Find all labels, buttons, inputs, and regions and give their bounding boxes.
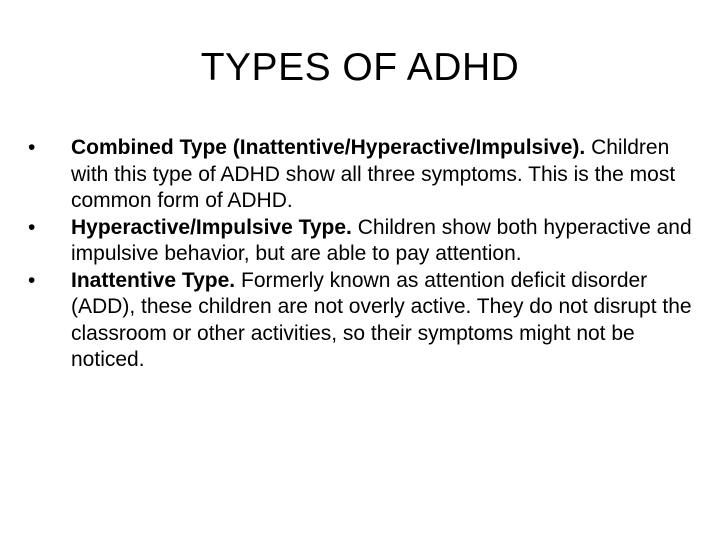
bullet-heading: Hyperactive/Impulsive Type. xyxy=(71,215,352,239)
bullet-marker: • xyxy=(28,136,36,159)
bullet-body: Children with this type of ADHD show all three symptoms. This is the most common form of ADHD. xyxy=(71,136,676,212)
bullet-marker: • xyxy=(28,268,36,292)
bullet-heading: Combined Type (Inattentive/Hyperactive/Impulsive). xyxy=(71,136,586,159)
bullet-heading: Inattentive Type. xyxy=(71,268,236,292)
slide-title: TYPES OF ADHD xyxy=(200,46,520,89)
bullet-item-hyperactive xyxy=(28,215,693,268)
bullet-marker: • xyxy=(28,215,36,239)
bullet-body: Children show both hyperactive and impulsive behavior, but are able to pay attention. xyxy=(71,215,692,265)
bullet-list xyxy=(28,135,693,374)
bullet-body: Formerly known as attention deficit disorder (ADD), these children are not overly active. They do not disrupt the classroom or other activities, so their symptoms might not be noticed. xyxy=(71,268,692,371)
bullet-item-combined xyxy=(28,135,693,215)
bullet-item-inattentive xyxy=(28,268,693,374)
